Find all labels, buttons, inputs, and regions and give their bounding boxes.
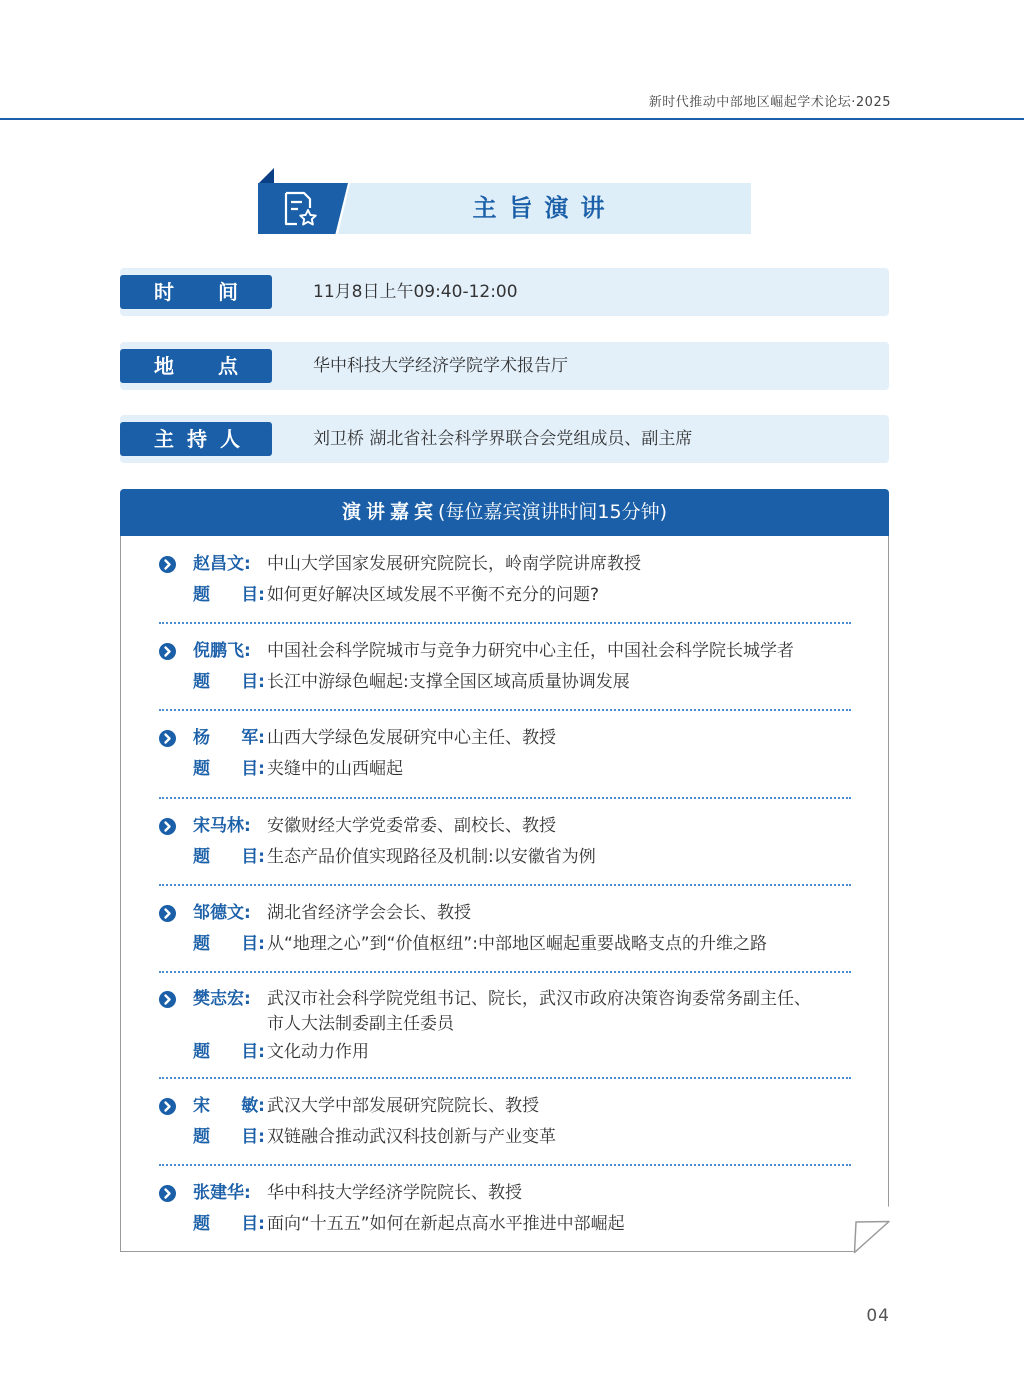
- banner-icon-box: [258, 183, 348, 234]
- speaker-item: [159, 1091, 859, 1153]
- topic-label-char-1: 题: [193, 1214, 210, 1234]
- chevron-right-icon: [159, 991, 176, 1008]
- chevron-right-icon: [159, 1098, 176, 1115]
- speaker-name-char-2: 敏:: [241, 1096, 265, 1116]
- speaker-item: [159, 723, 859, 785]
- speaker-name: [193, 723, 265, 754]
- speaker-topic: 如何更好解决区域发展不平衡不充分的问题?: [267, 585, 600, 605]
- host-label-char-3: 人: [220, 427, 240, 451]
- topic-label-char-2: 目:: [241, 672, 265, 692]
- speaker-topic: 双链融合推动武汉科技创新与产业变革: [267, 1127, 556, 1147]
- speaker-title: 中国社会科学院城市与竞争力研究中心主任，中国社会科学院长城学者: [267, 641, 794, 661]
- speaker-title: 华中科技大学经济学院院长、教授: [267, 1183, 522, 1203]
- speaker-topic: 面向“十五五”如何在新起点高水平推进中部崛起: [267, 1214, 625, 1234]
- speaker-topic: 生态产品价值实现路径及机制:以安徽省为例: [267, 847, 596, 867]
- topic-label-char-1: 题: [193, 934, 210, 954]
- speakers-header-note: (每位嘉宾演讲时间15分钟): [438, 501, 668, 523]
- banner-fold: [258, 168, 274, 184]
- topic-label: [193, 1209, 265, 1240]
- topic-label-char-1: 题: [193, 759, 210, 779]
- topic-label-char-1: 题: [193, 1042, 210, 1062]
- topic-label-char-2: 目:: [241, 847, 265, 867]
- host-label-char-1: 主: [154, 427, 174, 451]
- certificate-star-icon: [280, 190, 320, 228]
- place-label-char-2: 点: [218, 354, 238, 378]
- topic-label: [193, 1122, 265, 1153]
- host-row: [120, 415, 889, 463]
- place-row: [120, 342, 889, 390]
- chevron-right-icon: [159, 730, 176, 747]
- speaker-name: 张建华:: [193, 1183, 251, 1203]
- speaker-item: [159, 1178, 859, 1240]
- speaker-topic: 夹缝中的山西崛起: [267, 759, 403, 779]
- topic-label-char-1: 题: [193, 672, 210, 692]
- speaker-name: 倪鹏飞:: [193, 641, 251, 661]
- dotted-divider: [159, 1077, 851, 1079]
- speaker-topic: 长江中游绿色崛起:支撑全国区域高质量协调发展: [267, 672, 630, 692]
- chevron-right-icon: [159, 643, 176, 660]
- topic-label: [193, 754, 265, 785]
- speaker-title: 山西大学绿色发展研究中心主任、教授: [267, 728, 556, 748]
- speaker-item: [159, 987, 859, 1068]
- speaker-name-char-1: 宋: [193, 1096, 210, 1116]
- speaker-name: 邹德文:: [193, 903, 251, 923]
- host-label: [120, 422, 272, 456]
- header-rule: [0, 118, 1024, 120]
- speaker-name: 宋马林:: [193, 816, 251, 836]
- topic-label-char-2: 目:: [241, 585, 265, 605]
- time-label-char-1: 时: [154, 280, 174, 304]
- topic-label: [193, 842, 265, 873]
- topic-label-char-2: 目:: [241, 1214, 265, 1234]
- dotted-divider: [159, 884, 851, 886]
- topic-label-char-2: 目:: [241, 934, 265, 954]
- speaker-name-char-2: 军:: [241, 728, 265, 748]
- speaker-title: 武汉市社会科学院党组书记、院长，武汉市政府决策咨询委常务副主任、: [267, 989, 811, 1009]
- section-title: 主旨演讲: [472, 194, 617, 222]
- speaker-name-char-1: 杨: [193, 728, 210, 748]
- dotted-divider: [159, 971, 851, 973]
- dotted-divider: [159, 797, 851, 799]
- dotted-divider: [159, 622, 851, 624]
- time-label: [120, 275, 272, 309]
- topic-label: [193, 929, 265, 960]
- topic-label-char-1: 题: [193, 1127, 210, 1147]
- speaker-title: 武汉大学中部发展研究院院长、教授: [267, 1096, 539, 1116]
- speaker-item: [159, 636, 859, 698]
- topic-label-char-1: 题: [193, 847, 210, 867]
- speaker-name: 樊志宏:: [193, 989, 251, 1009]
- dotted-divider: [159, 709, 851, 711]
- dotted-divider: [159, 1164, 851, 1166]
- speaker-title: 中山大学国家发展研究院院长，岭南学院讲席教授: [267, 554, 641, 574]
- host-label-char-2: 持: [187, 427, 207, 451]
- chevron-right-icon: [159, 905, 176, 922]
- speaker-title-continued: 市人大法制委副主任委员: [267, 1014, 454, 1034]
- speakers-header-title: 演讲嘉宾: [341, 501, 438, 523]
- topic-label: [193, 667, 265, 698]
- topic-label-char-2: 目:: [241, 759, 265, 779]
- place-label-char-1: 地: [154, 354, 174, 378]
- speaker-name: [193, 1091, 265, 1122]
- topic-label: [193, 1037, 265, 1068]
- speaker-name: 赵昌文:: [193, 554, 251, 574]
- speaker-title: 湖北省经济学会会长、教授: [267, 903, 471, 923]
- running-header: 新时代推动中部地区崛起学术论坛·2025: [648, 95, 891, 110]
- host-value: 刘卫桥 湖北省社会科学界联合会党组成员、副主席: [313, 429, 693, 449]
- speakers-header: [120, 489, 889, 536]
- speaker-item: [159, 898, 859, 960]
- speaker-title: 安徽财经大学党委常委、副校长、教授: [267, 816, 556, 836]
- chevron-right-icon: [159, 1185, 176, 1202]
- topic-label: [193, 580, 265, 611]
- chevron-right-icon: [159, 818, 176, 835]
- topic-label-char-2: 目:: [241, 1127, 265, 1147]
- speaker-item: [159, 549, 859, 611]
- topic-label-char-2: 目:: [241, 1042, 265, 1062]
- time-value: 11月8日上午09:40-12:00: [313, 282, 518, 302]
- place-value: 华中科技大学经济学院学术报告厅: [313, 356, 568, 376]
- time-row: [120, 268, 889, 316]
- speaker-topic: 文化动力作用: [267, 1042, 369, 1062]
- speaker-topic: 从“地理之心”到“价值枢纽”:中部地区崛起重要战略支点的升维之路: [267, 934, 767, 954]
- topic-label-char-1: 题: [193, 585, 210, 605]
- chevron-right-icon: [159, 556, 176, 573]
- time-label-char-2: 间: [218, 280, 238, 304]
- speaker-item: [159, 811, 859, 873]
- page-number: 04: [866, 1306, 890, 1326]
- place-label: [120, 349, 272, 383]
